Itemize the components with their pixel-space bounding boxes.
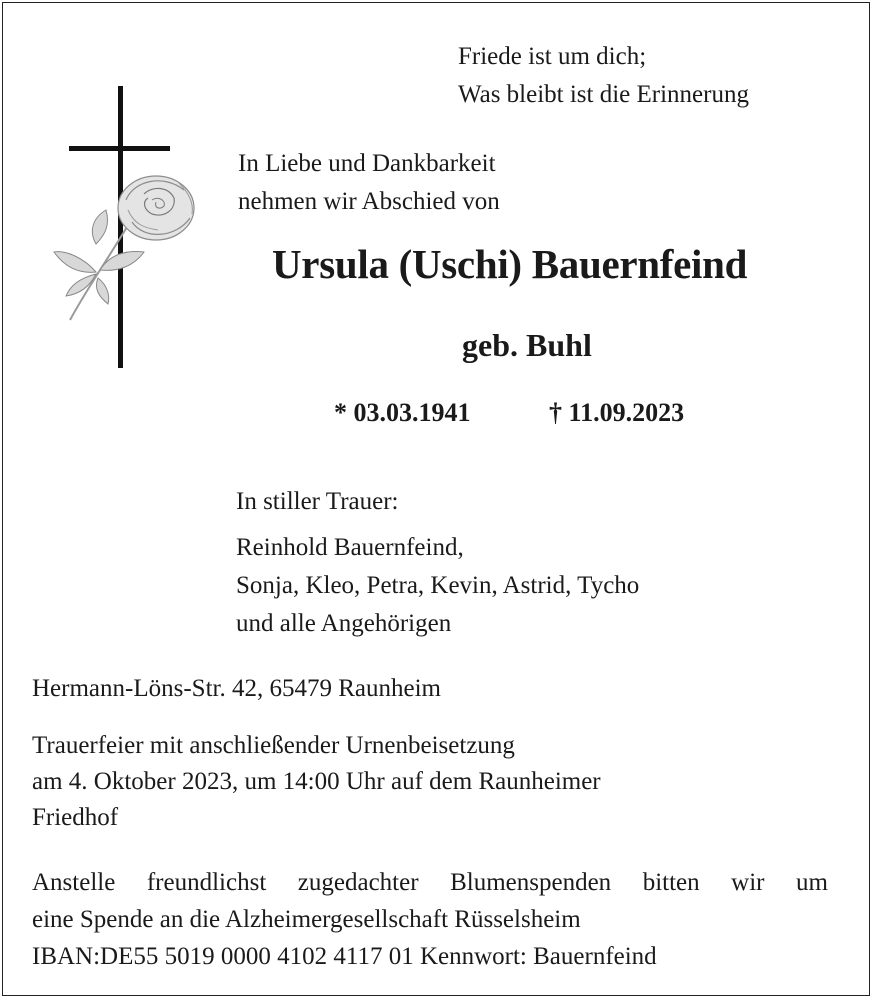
birth-date: * 03.03.1941 xyxy=(334,398,471,427)
mourners-line: Sonja, Kleo, Petra, Kevin, Astrid, Tycho xyxy=(236,572,640,599)
cross-with-rose-icon xyxy=(48,82,208,372)
intro-text xyxy=(238,145,500,221)
mourners-block xyxy=(236,483,639,643)
mourners-heading: In stiller Trauer: xyxy=(236,488,399,515)
ceremony-line: Friedhof xyxy=(32,804,119,831)
motto xyxy=(458,38,749,114)
ceremony-info xyxy=(32,728,601,836)
motto-line: Friede ist um dich; xyxy=(458,43,647,70)
motto-line: Was bleibt ist die Erinnerung xyxy=(458,81,749,108)
donation-line: Anstelle freundlichst zugedachter Blumenspenden bitten wir um xyxy=(32,869,828,896)
mourners-line: und alle Angehörigen xyxy=(236,610,452,637)
donation-line: eine Spende an die Alzheimergesellschaft Rüsselsheim xyxy=(32,906,581,933)
maiden-name: geb. Buhl xyxy=(462,327,592,363)
rose-bloom xyxy=(118,176,194,240)
rose-leaf xyxy=(96,278,108,304)
cross-horizontal-bar xyxy=(69,146,170,151)
intro-line: In Liebe und Dankbarkeit xyxy=(238,150,496,177)
ceremony-line: Trauerfeier mit anschließender Urnenbeisetzung xyxy=(32,732,515,759)
donation-line: IBAN:DE55 5019 0000 4102 4117 01 Kennwort: Bauernfeind xyxy=(32,943,657,970)
rose-leaf xyxy=(92,210,107,244)
intro-line: nehmen wir Abschied von xyxy=(238,188,500,215)
death-date: † 11.09.2023 xyxy=(549,398,685,427)
mourners-line: Reinhold Bauernfeind, xyxy=(236,534,464,561)
donation-info xyxy=(32,864,828,975)
cross-vertical-bar xyxy=(118,86,123,368)
ceremony-line: am 4. Oktober 2023, um 14:00 Uhr auf dem Raunheimer xyxy=(32,768,601,795)
home-address: Hermann-Löns-Str. 42, 65479 Raunheim xyxy=(32,675,441,702)
rose-leaf xyxy=(54,252,96,273)
deceased-name: Ursula (Uschi) Bauernfeind xyxy=(272,241,748,287)
